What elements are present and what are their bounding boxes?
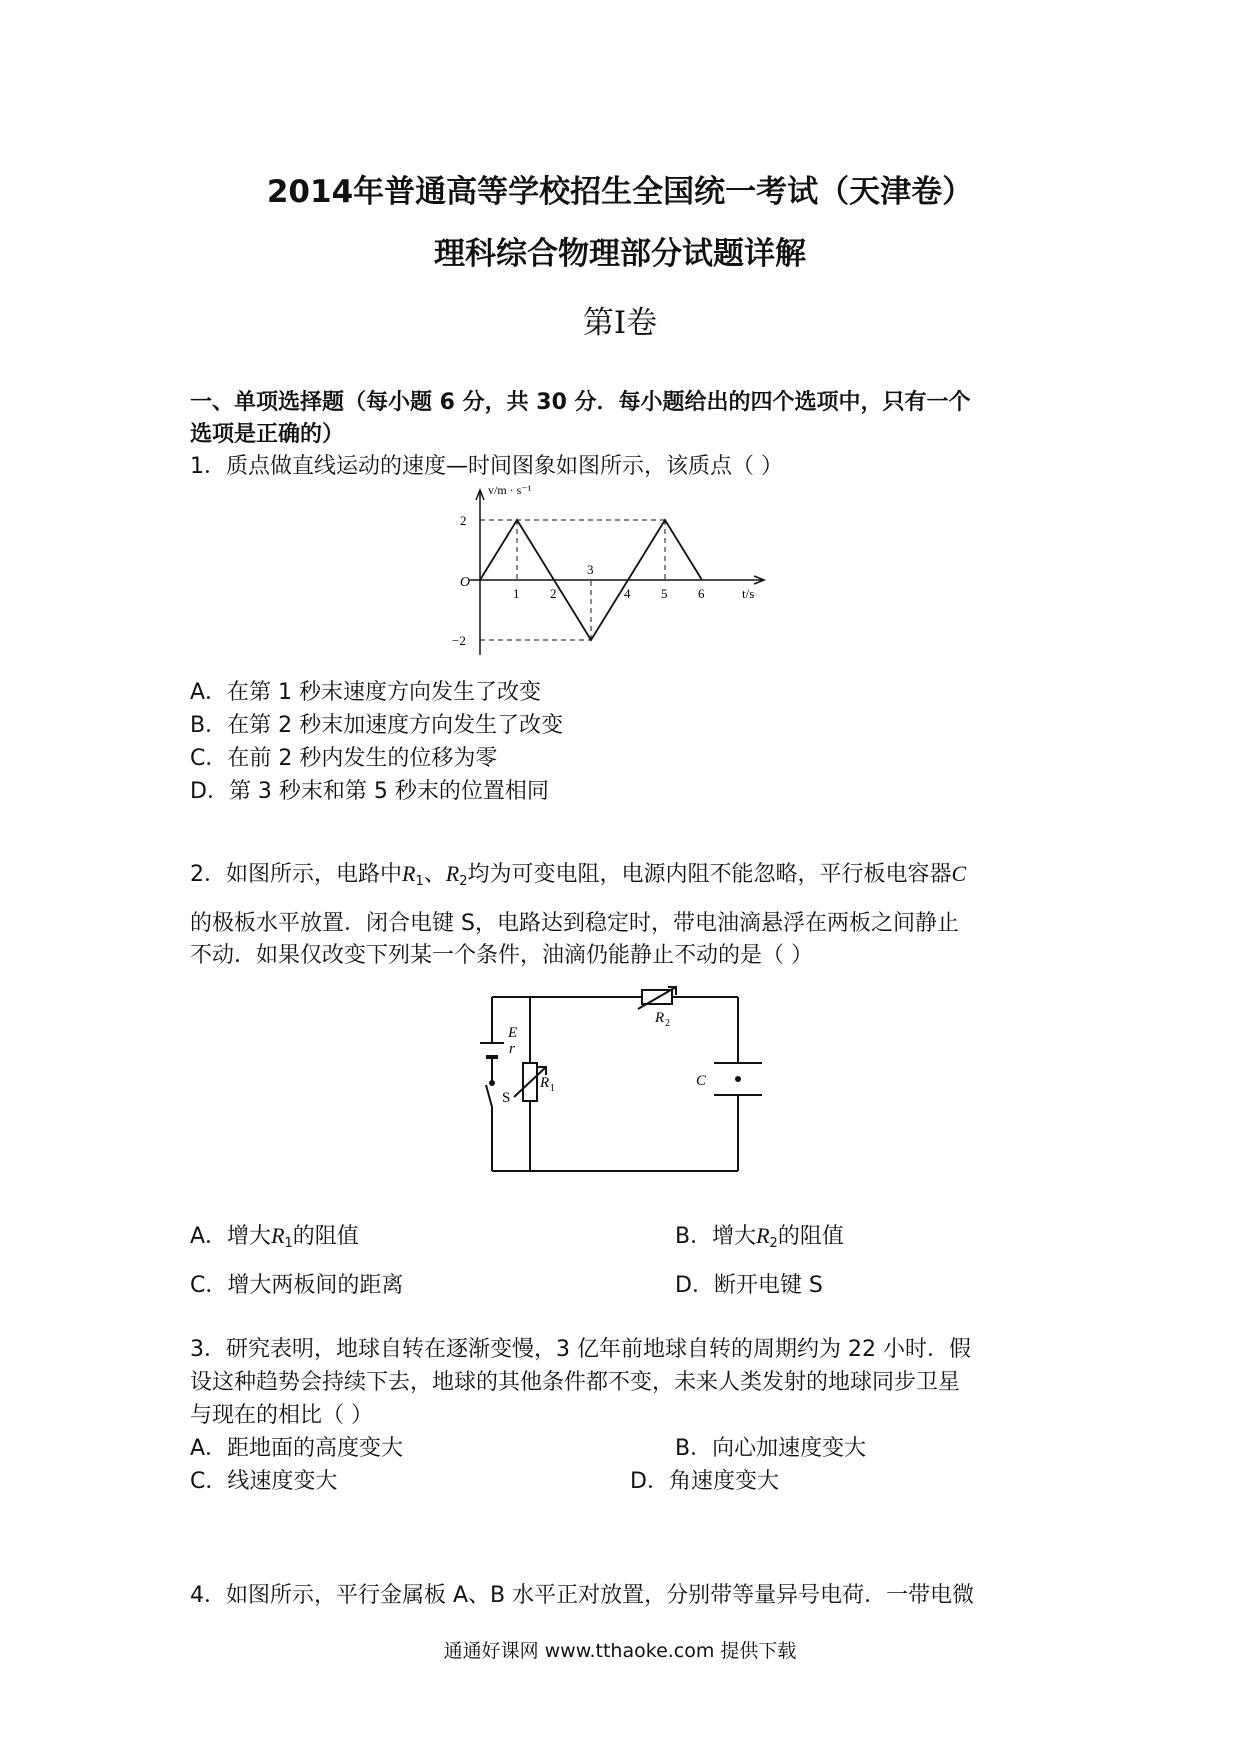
label-c: C xyxy=(696,1073,707,1089)
circuit-diagram xyxy=(470,985,770,1180)
x-tick-label: 6 xyxy=(698,586,705,601)
question-1-option-b: B．在第 2 秒末加速度方向发生了改变 xyxy=(190,713,564,738)
r2-symbol: R xyxy=(445,861,460,886)
question-2-option-b xyxy=(675,1219,844,1251)
y-axis-label: v/m · s⁻¹ xyxy=(488,483,532,497)
r1-symbol: R xyxy=(402,861,416,886)
q2-opt-b-tail: 的阻值 xyxy=(777,1224,844,1249)
question-3-option-b: B．向心加速度变大 xyxy=(675,1436,867,1461)
page-footer: 通通好课网 www.tthaoke.com 提供下载 xyxy=(443,1640,797,1662)
velocity-time-graph xyxy=(440,480,810,660)
q2-text-b: 均为可变电阻，电源内阻不能忽略，平行板电容器 xyxy=(467,862,952,887)
x-tick-label: 5 xyxy=(661,586,668,601)
exam-subtitle: 理科综合物理部分试题详解 xyxy=(434,236,806,272)
volume-heading: 第Ⅰ卷 xyxy=(582,305,658,341)
y-tick-label: −2 xyxy=(452,633,466,648)
question-1-option-d: D．第 3 秒末和第 5 秒末的位置相同 xyxy=(190,779,549,804)
question-2-line1 xyxy=(190,857,966,889)
question-2-option-c: C．增大两板间的距离 xyxy=(190,1273,404,1298)
question-3-option-d: D．角速度变大 xyxy=(630,1469,779,1494)
x-tick-label: 1 xyxy=(513,586,520,601)
r2-subscript: 2 xyxy=(459,874,468,889)
battery-symbol xyxy=(480,1043,504,1057)
switch-symbol xyxy=(486,1081,494,1107)
x-tick-label: 2 xyxy=(550,586,557,601)
question-2-option-a xyxy=(190,1219,359,1251)
label-r: r xyxy=(509,1041,515,1057)
variable-resistor-r2 xyxy=(638,987,676,1009)
q2-opt-b-text: B．增大 xyxy=(675,1224,757,1249)
question-1-option-c: C．在前 2 秒内发生的位移为零 xyxy=(190,746,498,771)
section-heading-line2: 选项是正确的） xyxy=(190,422,345,447)
label-e: E xyxy=(508,1025,518,1041)
question-3-option-a: A．距地面的高度变大 xyxy=(190,1436,404,1461)
label-r1: R xyxy=(540,1075,550,1091)
q2-opt-a-r: R xyxy=(271,1223,285,1248)
q2-opt-b-sub: 2 xyxy=(769,1236,778,1251)
exam-title: 2014年普通高等学校招生全国统一考试（天津卷） xyxy=(266,174,974,210)
label-r2-sub: 2 xyxy=(665,1018,670,1029)
question-1-stem: 1．质点做直线运动的速度—时间图象如图所示，该质点（ ） xyxy=(190,454,783,479)
label-s: S xyxy=(502,1090,511,1106)
q2-opt-a-tail: 的阻值 xyxy=(292,1224,359,1249)
y-tick-label: 2 xyxy=(460,513,467,528)
capacitor-symbol: C xyxy=(951,861,967,886)
label-r1-sub: 1 xyxy=(550,1083,555,1094)
question-3-line1: 3．研究表明，地球自转在逐渐变慢，3 亿年前地球自转的周期约为 22 小时．假 xyxy=(190,1337,971,1362)
question-2-option-d: D．断开电键 S xyxy=(675,1273,823,1298)
r1-subscript: 1 xyxy=(415,874,424,889)
x-axis-label: t/s xyxy=(742,586,755,601)
question-3-option-c: C．线速度变大 xyxy=(190,1469,338,1494)
question-2-line3: 不动．如果仅改变下列某一个条件，油滴仍能静止不动的是（ ） xyxy=(190,943,813,968)
q2-text-a: 2．如图所示，电路中 xyxy=(190,862,402,887)
origin-label: O xyxy=(460,575,471,590)
question-1-option-a: A．在第 1 秒末速度方向发生了改变 xyxy=(190,680,542,705)
q2-opt-a-sub: 1 xyxy=(284,1236,293,1251)
oil-droplet xyxy=(735,1076,741,1082)
question-3-line2: 设这种趋势会持续下去，地球的其他条件都不变，未来人类发射的地球同步卫星 xyxy=(190,1370,961,1395)
q2-opt-b-r: R xyxy=(756,1223,770,1248)
question-3-line3: 与现在的相比（ ） xyxy=(190,1403,373,1428)
x-tick-label: 3 xyxy=(587,562,594,577)
x-tick-label: 4 xyxy=(624,586,631,601)
question-4-line1: 4．如图所示，平行金属板 A、B 水平正对放置，分别带等量异号电荷．一带电微 xyxy=(190,1583,975,1608)
section-heading-line1: 一、单项选择题（每小题 6 分，共 30 分．每小题给出的四个选项中，只有一个 xyxy=(190,390,971,415)
r-separator: 、 xyxy=(423,862,446,887)
question-2-line2: 的极板水平放置．闭合电键 S，电路达到稳定时，带电油滴悬浮在两板之间静止 xyxy=(190,911,959,936)
q2-opt-a-text: A．增大 xyxy=(190,1224,272,1249)
label-r2: R xyxy=(655,1010,665,1026)
